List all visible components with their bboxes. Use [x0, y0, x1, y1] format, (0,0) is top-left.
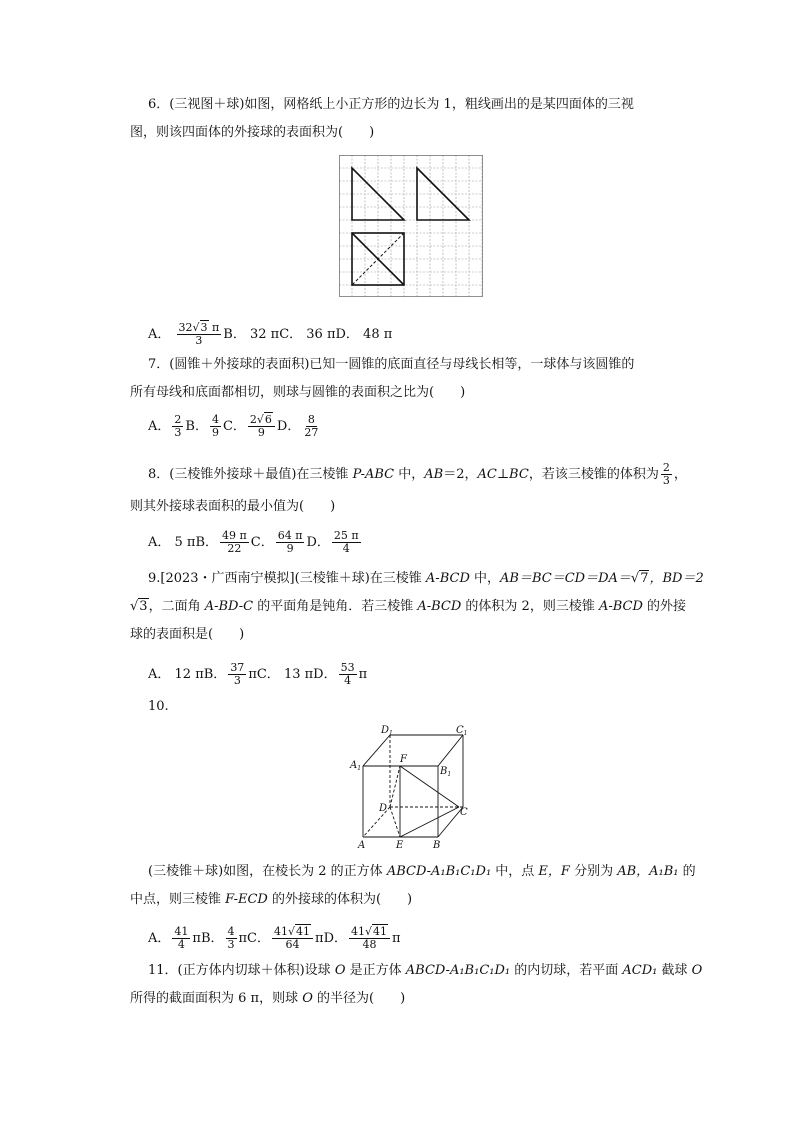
q9-option-d-prefix: D． — [313, 667, 337, 682]
q9-stem-line2: √3，二面角 A-BD-C 的平面角是钝角．若三棱锥 A-BCD 的体积为 2，则三棱锥 A-BCD 的外接 — [130, 599, 687, 614]
q7-stem-line2: 所有母线和底面都相切，则球与圆锥的表面积之比为( ) — [130, 385, 466, 400]
q8-options — [148, 530, 363, 555]
label-C1: $C_1$ — [456, 725, 468, 737]
q6-options — [148, 322, 392, 347]
label-B: B — [433, 840, 441, 850]
label-D: D — [379, 803, 388, 814]
q10-option-b-prefix: B． — [200, 931, 224, 946]
q8-option-d-prefix: D． — [306, 535, 330, 550]
q8-option-c-prefix: C． — [250, 535, 274, 550]
label-C: C — [460, 807, 468, 818]
q11-stem-line1: 11．(正方体内切球＋体积)设球 O 是正方体 ABCD-A₁B₁C₁D₁ 的内切球，若平面 ACD₁ 截球 O — [148, 963, 703, 978]
q7-option-d-prefix: D． — [276, 419, 301, 434]
q10-stem-line2: 中点，则三棱锥 F-ECD 的外接球的体积为( ) — [130, 892, 413, 907]
label-D1: $D_1$ — [381, 725, 393, 737]
q9-option-b-prefix: B． — [203, 667, 227, 682]
q11-stem-line2: 所得的截面面积为 6 π，则球 O 的半径为( ) — [130, 991, 406, 1006]
q6-option-c: C． 36 π — [279, 327, 336, 342]
q9-option-d-fraction: $\frac{53}{4}$ — [340, 661, 355, 687]
label-B1: $B_1$ — [440, 766, 452, 778]
q10-option-d-prefix: D． — [323, 931, 347, 946]
q6-stem-line2: 图，则该四面体的外接球的表面积为( ) — [130, 125, 375, 140]
label-A: A — [358, 840, 366, 850]
q10-number: 10. — [148, 699, 169, 714]
q9-option-b-fraction: $\frac{37}{3}$ — [230, 661, 245, 687]
q7-options — [148, 414, 322, 439]
q6-a-rad: 3 — [200, 321, 208, 334]
q9-stem-line1: 9.[2023・广西南宁模拟](三棱锥＋球)在三棱锥 A-BCD 中，AB＝BC＝CD＝DA＝√7，BD＝2 — [148, 571, 704, 586]
label-F: F — [400, 754, 407, 765]
q8-option-a: A． 5 π — [148, 535, 196, 550]
q7-option-a-prefix: A． — [148, 419, 171, 434]
q8-stem-line2: 则其外接球表面积的最小值为( ) — [130, 499, 336, 514]
label-E: E — [396, 840, 404, 850]
q10-option-d-fraction: $\frac{41√41}{48}$ — [349, 926, 390, 951]
q7-option-a-fraction: $\frac{2}{3}$ — [174, 413, 182, 439]
q10-cube-figure — [343, 722, 478, 850]
q6-a-pi: π — [212, 321, 220, 334]
q10-option-a-prefix: A． — [148, 931, 171, 946]
q6-three-view-figure — [339, 155, 483, 297]
q6-option-a-prefix: A． — [148, 327, 171, 342]
q6-option-d: D． 48 π — [335, 327, 393, 342]
q10-option-c-prefix: C． — [247, 931, 270, 946]
q9-options: A． 12 πB． $\frac{37}{3}$ πC． 13 πD． $\frac{53}{4}$ π — [148, 661, 368, 687]
q7-option-b-prefix: B． — [185, 419, 208, 434]
q8-option-b-fraction: $\frac{49 \pi}{22}$ — [222, 529, 247, 555]
q9-option-c: C． 13 π — [256, 667, 314, 682]
q7-option-d-fraction: $\frac{8}{27}$ — [304, 413, 319, 439]
q7-stem-line1: 7．(圆锥＋外接球的表面积)已知一圆锥的底面直径与母线长相等，一球体与该圆锥的 — [148, 357, 635, 372]
q6-a-coef: 32 — [178, 321, 193, 334]
q10-option-a-fraction: $\frac{41}{4}$ — [174, 925, 189, 951]
q9-option-a: A． 12 π — [148, 667, 204, 682]
q7-option-c-fraction: $\frac{2√6}{9}$ — [248, 414, 275, 439]
q8-stem-line1: 8．(三棱锥外接球＋最值)在三棱锥 P-ABC 中，AB＝2，AC⊥BC，若该三棱锥的体积为 $\frac{2}{3}$ ， — [148, 461, 687, 487]
q8-option-b-prefix: B． — [195, 535, 219, 550]
q10-stem-line1: (三棱锥＋球)如图，在棱长为 2 的正方体 ABCD-A₁B₁C₁D₁ 中，点 E，F 分别为 AB，A₁B₁ 的 — [148, 864, 696, 879]
q7-option-b-fraction: $\frac{4}{9}$ — [211, 413, 219, 439]
q6-option-a-fraction: $\frac{32√3 \pi}{3}$ — [178, 321, 220, 347]
q6-stem-line1: 6．(三视图＋球)如图，网格纸上小正方形的边长为 1，粗线画出的是某四面体的三视 — [148, 97, 634, 112]
q10-options: A． $\frac{41}{4}$ πB． $\frac{4}{3}$ πC． $\frac{41√41}{64}$ πD． $\frac{41√41}{48}$ π — [148, 925, 401, 951]
q8-volume-fraction: $\frac{2}{3}$ — [662, 461, 670, 487]
q6-a-den: 3 — [195, 334, 203, 347]
q7-option-c-prefix: C． — [222, 419, 246, 434]
label-A1: $A_1$ — [350, 760, 362, 772]
q6-option-b: B． 32 π — [223, 327, 280, 342]
q8-option-c-fraction: $\frac{64 \pi}{9}$ — [277, 529, 303, 555]
q10-option-c-fraction: $\frac{41√41}{64}$ — [272, 926, 313, 951]
q8-option-d-fraction: $\frac{25 \pi}{4}$ — [333, 529, 359, 555]
q9-stem-line3: 球的表面积是( ) — [130, 627, 245, 642]
q10-option-b-fraction: $\frac{4}{3}$ — [227, 925, 235, 951]
